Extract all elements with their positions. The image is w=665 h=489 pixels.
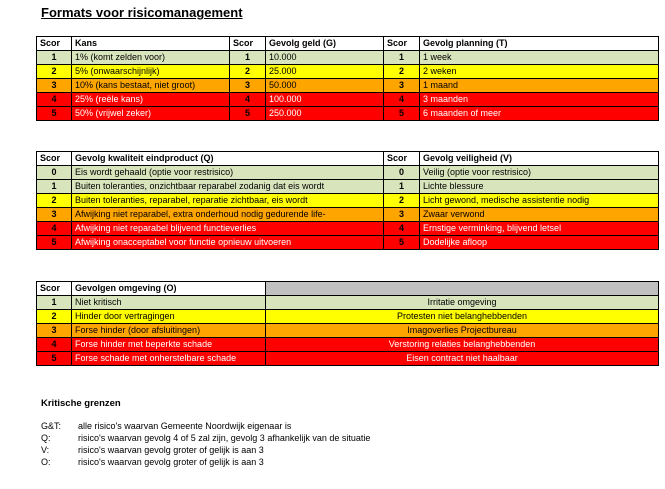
score-cell[interactable]: 5 bbox=[37, 107, 72, 121]
veiligheid-cell[interactable]: Lichte blessure bbox=[420, 180, 659, 194]
kans-cell[interactable]: 1% (komt zelden voor) bbox=[72, 51, 230, 65]
score-cell[interactable]: 2 bbox=[37, 194, 72, 208]
kwaliteit-cell[interactable]: Afwijking niet reparabel, extra onderhoud nodig gedurende life- bbox=[72, 208, 384, 222]
table-header-row bbox=[37, 37, 659, 51]
kwaliteit-cell[interactable]: Buiten toleranties, onzichtbaar reparabel zodanig dat eis wordt bbox=[72, 180, 384, 194]
col-header: Gevolg geld (G) bbox=[266, 37, 384, 51]
col-header: Scor bbox=[37, 152, 72, 166]
veiligheid-cell[interactable]: Zwaar verwond bbox=[420, 208, 659, 222]
col-header: Kans bbox=[72, 37, 230, 51]
table-kwaliteit-veiligheid bbox=[36, 151, 659, 250]
table-row bbox=[37, 236, 659, 250]
score-cell[interactable]: 4 bbox=[37, 93, 72, 107]
table-row bbox=[37, 180, 659, 194]
col-header: Gevolg kwaliteit eindproduct (Q) bbox=[72, 152, 384, 166]
score-cell[interactable]: 1 bbox=[230, 51, 266, 65]
planning-cell[interactable]: 1 maand bbox=[420, 79, 659, 93]
planning-cell[interactable]: 1 week bbox=[420, 51, 659, 65]
omgeving-cell[interactable]: Niet kritisch bbox=[72, 296, 266, 310]
planning-cell[interactable]: 3 maanden bbox=[420, 93, 659, 107]
notes-title: Kritische grenzen bbox=[41, 398, 121, 409]
omgeving-effect-cell[interactable]: Verstoring relaties belanghebbenden bbox=[266, 338, 659, 352]
omgeving-effect-cell[interactable]: Irritatie omgeving bbox=[266, 296, 659, 310]
score-cell[interactable]: 2 bbox=[384, 65, 420, 79]
note-text: risico's waarvan gevolg groter of gelijk is aan 3 bbox=[78, 445, 264, 455]
col-header-empty bbox=[266, 282, 659, 296]
col-header: Scor bbox=[384, 37, 420, 51]
score-cell[interactable]: 0 bbox=[37, 166, 72, 180]
note-key: V: bbox=[41, 445, 50, 455]
omgeving-effect-cell[interactable]: Protesten niet belanghebbenden bbox=[266, 310, 659, 324]
kans-cell[interactable]: 25% (reële kans) bbox=[72, 93, 230, 107]
score-cell[interactable]: 3 bbox=[384, 79, 420, 93]
kwaliteit-cell[interactable]: Afwijking niet reparabel blijvend functieverlies bbox=[72, 222, 384, 236]
table-row bbox=[37, 107, 659, 121]
score-cell[interactable]: 4 bbox=[230, 93, 266, 107]
veiligheid-cell[interactable]: Licht gewond, medische assistentie nodig bbox=[420, 194, 659, 208]
score-cell[interactable]: 4 bbox=[37, 222, 72, 236]
score-cell[interactable]: 3 bbox=[37, 79, 72, 93]
table-row bbox=[37, 79, 659, 93]
col-header: Scor bbox=[37, 282, 72, 296]
table-row bbox=[37, 324, 659, 338]
omgeving-cell[interactable]: Hinder door vertragingen bbox=[72, 310, 266, 324]
table-row bbox=[37, 166, 659, 180]
score-cell[interactable]: 5 bbox=[37, 236, 72, 250]
kans-cell[interactable]: 50% (vrijwel zeker) bbox=[72, 107, 230, 121]
score-cell[interactable]: 2 bbox=[384, 194, 420, 208]
veiligheid-cell[interactable]: Ernstige verminking, blijvend letsel bbox=[420, 222, 659, 236]
score-cell[interactable]: 3 bbox=[37, 208, 72, 222]
score-cell[interactable]: 1 bbox=[384, 51, 420, 65]
kwaliteit-cell[interactable]: Afwijking onacceptabel voor functie opnieuw uitvoeren bbox=[72, 236, 384, 250]
note-key: G&T: bbox=[41, 421, 62, 431]
note-text: alle risico's waarvan Gemeente Noordwijk eigenaar is bbox=[78, 421, 292, 431]
table-row bbox=[37, 65, 659, 79]
col-header: Scor bbox=[230, 37, 266, 51]
score-cell[interactable]: 2 bbox=[37, 65, 72, 79]
table-row bbox=[37, 310, 659, 324]
col-header: Gevolg veiligheid (V) bbox=[420, 152, 659, 166]
omgeving-cell[interactable]: Forse hinder (door afsluitingen) bbox=[72, 324, 266, 338]
score-cell[interactable]: 1 bbox=[37, 180, 72, 194]
omgeving-effect-cell[interactable]: Imagoverlies Projectbureau bbox=[266, 324, 659, 338]
score-cell[interactable]: 5 bbox=[384, 236, 420, 250]
page-title: Formats voor risicomanagement bbox=[41, 5, 243, 20]
table-kans-geld-planning bbox=[36, 36, 659, 121]
score-cell[interactable]: 4 bbox=[384, 93, 420, 107]
score-cell[interactable]: 3 bbox=[384, 208, 420, 222]
table-row bbox=[37, 194, 659, 208]
veiligheid-cell[interactable]: Dodelijke afloop bbox=[420, 236, 659, 250]
omgeving-cell[interactable]: Forse hinder met beperkte schade bbox=[72, 338, 266, 352]
geld-cell[interactable]: 50.000 bbox=[266, 79, 384, 93]
geld-cell[interactable]: 100.000 bbox=[266, 93, 384, 107]
score-cell[interactable]: 1 bbox=[384, 180, 420, 194]
table-row bbox=[37, 338, 659, 352]
table-row bbox=[37, 51, 659, 65]
score-cell[interactable]: 5 bbox=[384, 107, 420, 121]
table-header-row bbox=[37, 152, 659, 166]
table-row bbox=[37, 93, 659, 107]
omgeving-effect-cell[interactable]: Eisen contract niet haalbaar bbox=[266, 352, 659, 366]
veiligheid-cell[interactable]: Veilig (optie voor restrisico) bbox=[420, 166, 659, 180]
score-cell[interactable]: 4 bbox=[384, 222, 420, 236]
score-cell[interactable]: 1 bbox=[37, 51, 72, 65]
kwaliteit-cell[interactable]: Buiten toleranties, reparabel, reparatie zichtbaar, eis wordt bbox=[72, 194, 384, 208]
table-row bbox=[37, 222, 659, 236]
col-header: Scor bbox=[37, 37, 72, 51]
score-cell[interactable]: 3 bbox=[37, 324, 72, 338]
geld-cell[interactable]: 10.000 bbox=[266, 51, 384, 65]
score-cell[interactable]: 0 bbox=[384, 166, 420, 180]
kwaliteit-cell[interactable]: Eis wordt gehaald (optie voor restrisico) bbox=[72, 166, 384, 180]
geld-cell[interactable]: 25.000 bbox=[266, 65, 384, 79]
geld-cell[interactable]: 250.000 bbox=[266, 107, 384, 121]
note-key: Q: bbox=[41, 433, 51, 443]
score-cell[interactable]: 1 bbox=[37, 296, 72, 310]
planning-cell[interactable]: 6 maanden of meer bbox=[420, 107, 659, 121]
col-header: Scor bbox=[384, 152, 420, 166]
score-cell[interactable]: 2 bbox=[230, 65, 266, 79]
table-omgeving bbox=[36, 281, 659, 366]
score-cell[interactable]: 3 bbox=[230, 79, 266, 93]
table-header-row bbox=[37, 282, 659, 296]
table-row bbox=[37, 352, 659, 366]
note-text: risico's waarvan gevolg groter of gelijk is aan 3 bbox=[78, 457, 264, 467]
omgeving-cell[interactable]: Forse schade met onherstelbare schade bbox=[72, 352, 266, 366]
note-key: O: bbox=[41, 457, 51, 467]
score-cell[interactable]: 4 bbox=[37, 338, 72, 352]
kans-cell[interactable]: 10% (kans bestaat, niet groot) bbox=[72, 79, 230, 93]
score-cell[interactable]: 5 bbox=[37, 352, 72, 366]
table-row bbox=[37, 296, 659, 310]
kans-cell[interactable]: 5% (onwaarschijnlijk) bbox=[72, 65, 230, 79]
planning-cell[interactable]: 2 weken bbox=[420, 65, 659, 79]
col-header: Gevolgen omgeving (O) bbox=[72, 282, 266, 296]
col-header: Gevolg planning (T) bbox=[420, 37, 659, 51]
table-row bbox=[37, 208, 659, 222]
note-text: risico's waarvan gevolg 4 of 5 zal zijn, gevolg 3 afhankelijk van de situatie bbox=[78, 433, 371, 443]
score-cell[interactable]: 5 bbox=[230, 107, 266, 121]
score-cell[interactable]: 2 bbox=[37, 310, 72, 324]
